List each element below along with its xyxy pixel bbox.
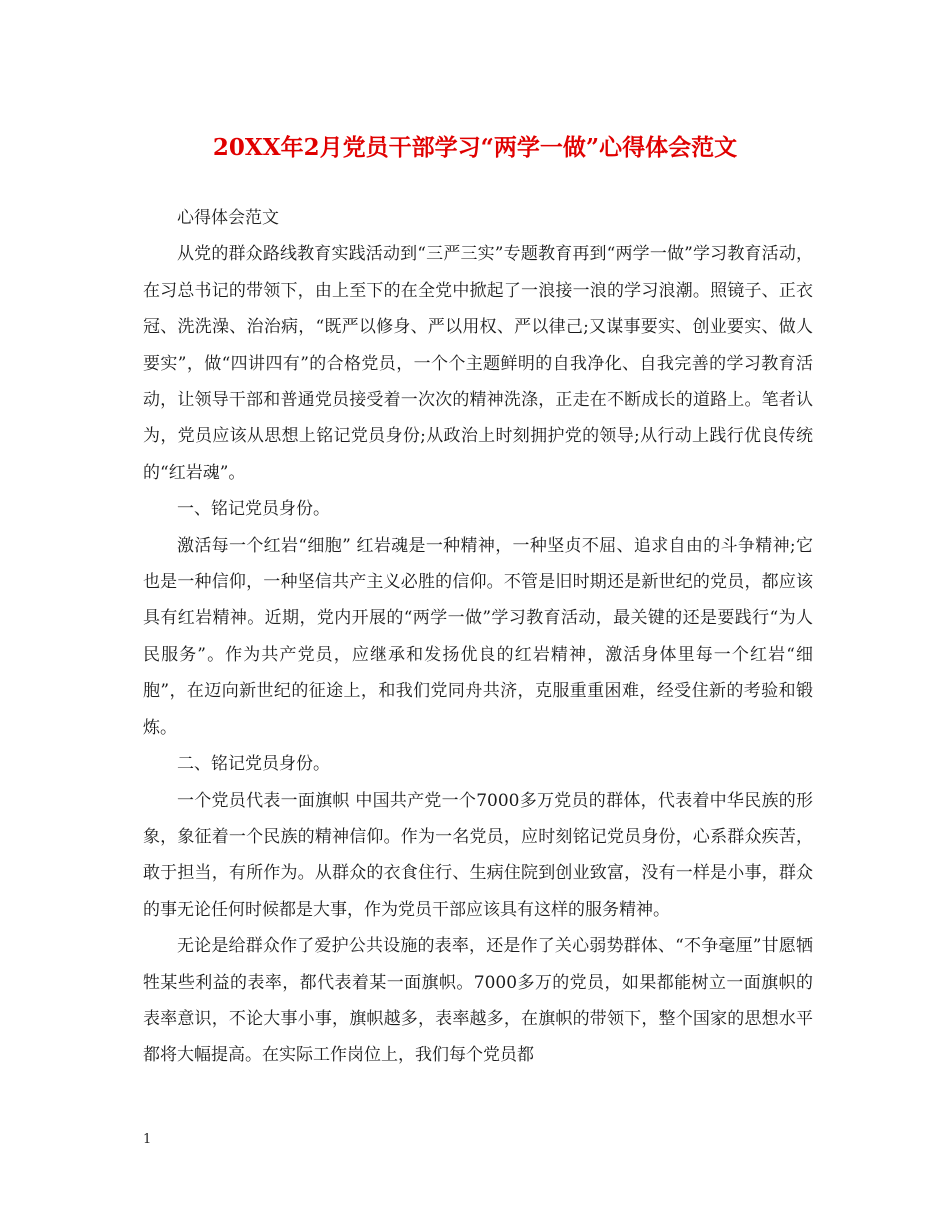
- page-number: 1: [143, 1132, 152, 1147]
- paragraph: 激活每一个红岩“细胞” 红岩魂是一种精神，一种坚贞不屈、追求自由的斗争精神;它也是一种信仰，一种坚信共产主义必胜的信仰。不管是旧时期还是新世纪的党员，都应该具有红岩精神。近期，党内开展的“两学一做”学习教育活动，最关键的还是要践行“为人民服务”。作为共产党员，应继承和发扬优良的红岩精神，激活身体里每一个红岩“细胞”，在迈向新世纪的征途上，和我们党同舟共济，克服重重困难，经受住新的考验和锻炼。: [143, 535, 813, 738]
- document-body: [143, 200, 813, 1074]
- section-heading: 一、铭记党员身份。: [177, 499, 330, 520]
- paragraph-subtitle: 心得体会范文: [177, 208, 279, 228]
- paragraph: 一个党员代表一面旗帜 中国共产党一个7000多万党员的群体，代表着中华民族的形象，象征着一个民族的精神信仰。作为一名党员，应时刻铭记党员身份，心系群众疾苦，敢于担当，有所作为。从群众的衣食住行、生病住院到创业致富，没有一样是小事，群众的事无论任何时候都是大事，作为党员干部应该具有这样的服务精神。: [143, 790, 813, 920]
- section-heading: 二、铭记党员身份。: [177, 754, 330, 775]
- paragraph: 从党的群众路线教育实践活动到“三严三实”专题教育再到“两学一做”学习教育活动，在习总书记的带领下，由上至下的在全党中掀起了一浪接一浪的学习浪潮。照镜子、正衣冠、洗洗澡、治治病，“既严以修身、严以用权、严以律己;又谋事要实、创业要实、做人要实”，做“四讲四有”的合格党员，一个个主题鲜明的自我净化、自我完善的学习教育活动，让领导干部和普通党员接受着一次次的精神洗涤，正走在不断成长的道路上。笔者认为，党员应该从思想上铭记党员身份;从政治上时刻拥护党的领导;从行动上践行优良传统的“红岩魂”。: [143, 244, 813, 483]
- document-title: 20XX年2月党员干部学习“两学一做”心得体会范文: [212, 134, 738, 161]
- paragraph: 无论是给群众作了爱护公共设施的表率，还是作了关心弱势群体、“不争毫厘”甘愿牺牲某些利益的表率，都代表着某一面旗帜。7000多万的党员，如果都能树立一面旗帜的表率意识，不论大事小事，旗帜越多，表率越多，在旗帜的带领下，整个国家的思想水平都将大幅提高。在实际工作岗位上，我们每个党员都: [143, 936, 813, 1066]
